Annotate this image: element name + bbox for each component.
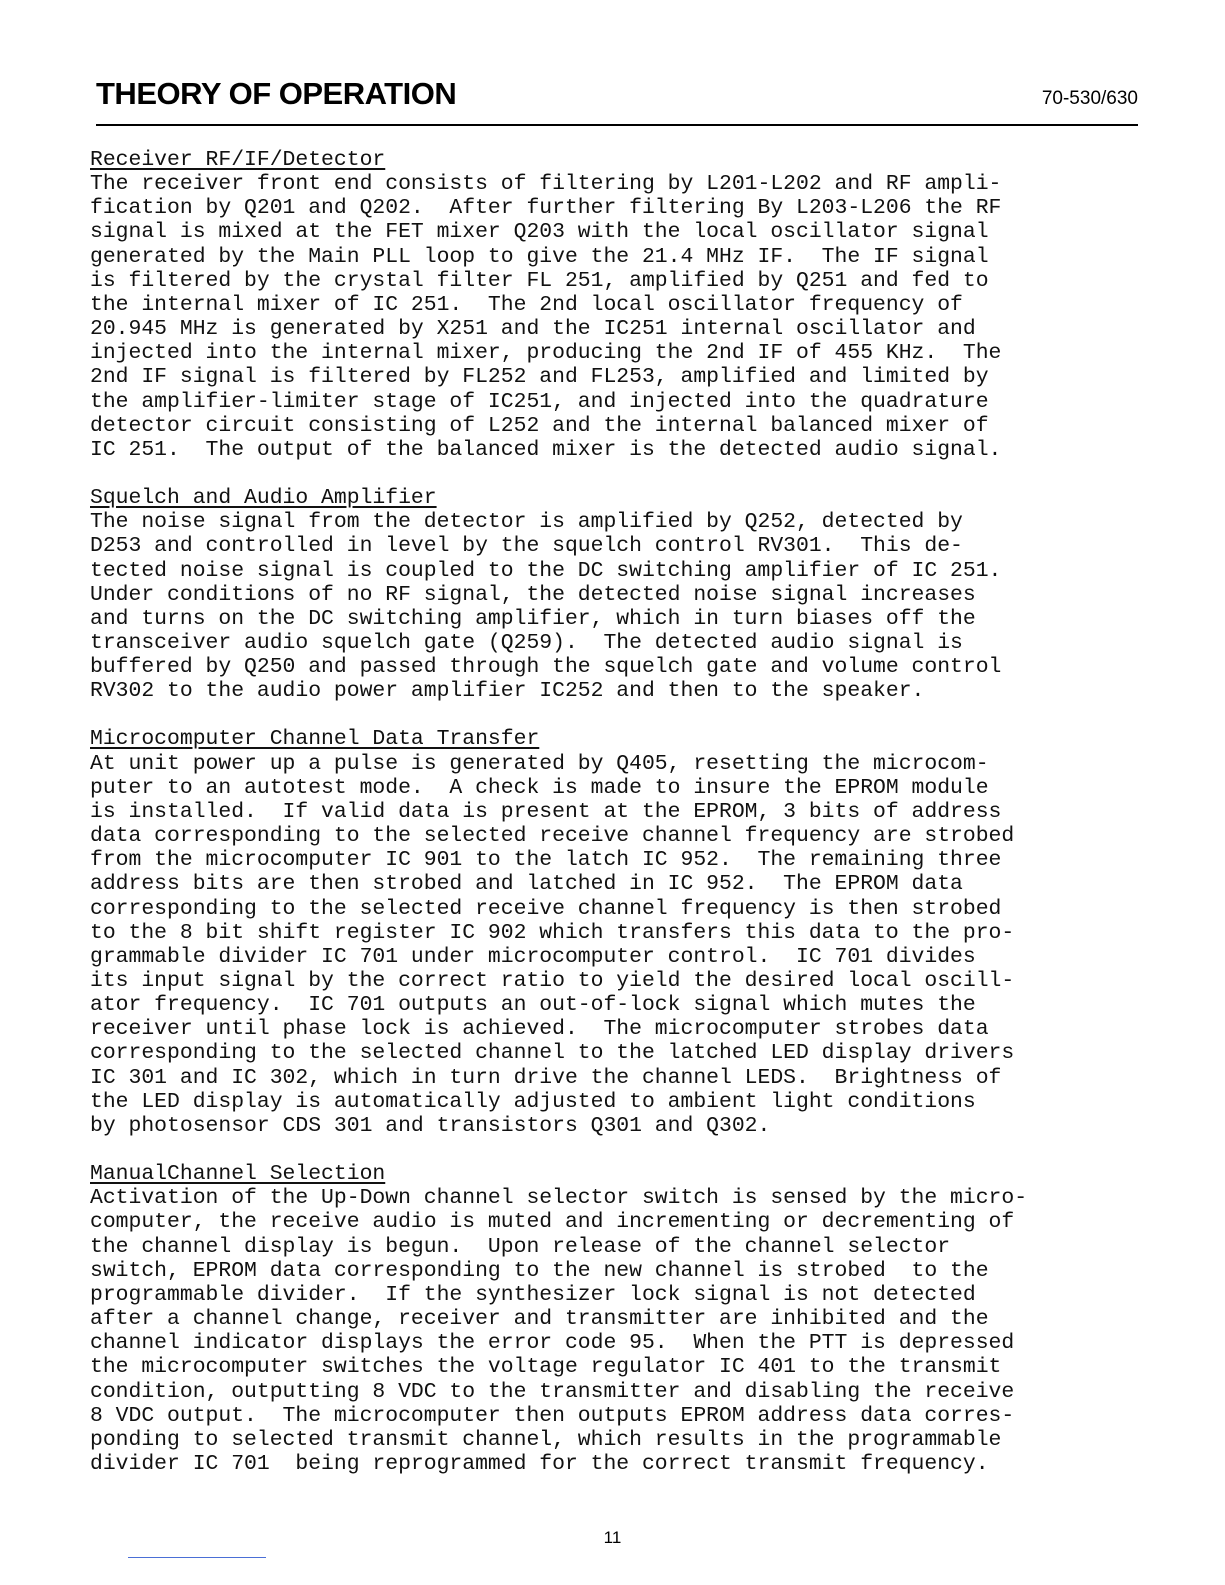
text-line: the microcomputer switches the voltage regulator IC 401 to the transmit [90, 1355, 1002, 1380]
page-number: 11 [603, 1528, 622, 1547]
section-heading: Receiver RF/IF/Detector [90, 148, 386, 172]
text-line: detector circuit consisting of L252 and the internal balanced mixer of [90, 413, 989, 438]
text-line: condition, outputting 8 VDC to the transmitter and disabling the receive [90, 1379, 1015, 1404]
section-receiver-rf-if-detector [90, 148, 1140, 462]
text-line: the amplifier-limiter stage of IC251, and injected into the quadrature [90, 389, 989, 414]
text-line: data corresponding to the selected receive channel frequency are strobed [90, 824, 1015, 849]
text-line: programmable divider. If the synthesizer lock signal is not detected [90, 1282, 976, 1307]
text-line: At unit power up a pulse is generated by Q405, resetting the microcom- [90, 751, 989, 776]
text-line: ator frequency. IC 701 outputs an out-of-lock signal which mutes the [90, 993, 976, 1018]
text-line: ponding to selected transmit channel, which results in the programmable [90, 1427, 1002, 1452]
text-line: grammable divider IC 701 under microcomputer control. IC 701 divides [90, 944, 976, 969]
text-line: after a channel change, receiver and transmitter are inhibited and the [90, 1307, 989, 1332]
text-line: RV302 to the audio power amplifier IC252 and then to the speaker. [90, 679, 925, 704]
section-heading: ManualChannel Selection [90, 1162, 386, 1187]
text-line: receiver until phase lock is achieved. The microcomputer strobes data [90, 1017, 989, 1042]
text-line: the LED display is automatically adjusted to ambient light conditions [90, 1089, 976, 1114]
text-line: address bits are then strobed and latched in IC 952. The EPROM data [90, 872, 963, 897]
document-code: 70-530/630 [1041, 88, 1138, 109]
section-heading: Microcomputer Channel Data Transfer [90, 727, 540, 752]
text-line: The noise signal from the detector is amplified by Q252, detected by [90, 510, 963, 535]
text-line: 2nd IF signal is filtered by FL252 and FL253, amplified and limited by [90, 365, 989, 390]
text-line: channel indicator displays the error code 95. When the PTT is depressed [90, 1331, 1015, 1356]
text-line: buffered by Q250 and passed through the squelch gate and volume control [90, 655, 1002, 680]
section-microcomputer-channel-data-transfer [90, 727, 1140, 1138]
text-line: Activation of the Up-Down channel selector switch is sensed by the micro- [90, 1186, 1028, 1211]
text-line: is installed. If valid data is present at the EPROM, 3 bits of address [90, 799, 1002, 824]
footer-rule [128, 1557, 266, 1558]
text-line: Under conditions of no RF signal, the detected noise signal increases [90, 582, 976, 607]
text-line: IC 251. The output of the balanced mixer is the detected audio signal. [90, 437, 1002, 462]
text-line: is filtered by the crystal filter FL 251, amplified by Q251 and fed to [90, 268, 989, 293]
text-line: injected into the internal mixer, producing the 2nd IF of 455 KHz. The [90, 341, 1002, 366]
text-line: its input signal by the correct ratio to yield the desired local oscill- [90, 969, 1015, 993]
text-line: 20.945 MHz is generated by X251 and the IC251 internal oscillator and [90, 317, 976, 342]
text-line: the internal mixer of IC 251. The 2nd local oscillator frequency of [90, 292, 963, 317]
text-line: corresponding to the selected channel to the latched LED display drivers [90, 1041, 1015, 1066]
text-line: by photosensor CDS 301 and transistors Q301 and Q302. [90, 1113, 771, 1138]
page-header [96, 74, 1138, 126]
text-line: IC 301 and IC 302, which in turn drive the channel LEDS. Brightness of [90, 1065, 1002, 1090]
text-line: the channel display is begun. Upon release of the channel selector [90, 1234, 951, 1259]
text-line: puter to an autotest mode. A check is made to insure the EPROM module [90, 775, 989, 800]
text-line: 8 VDC output. The microcomputer then outputs EPROM address data corres- [90, 1403, 1015, 1428]
text-line: The receiver front end consists of filtering by L201-L202 and RF ampli- [90, 172, 1002, 197]
text-line: D253 and controlled in level by the squelch control RV301. This de- [90, 534, 963, 559]
text-line: tected noise signal is coupled to the DC switching amplifier of IC 251. [90, 558, 1002, 583]
section-heading: Squelch and Audio Amplifier [90, 486, 437, 511]
text-line: computer, the receive audio is muted and incrementing or decrementing of [90, 1210, 1015, 1235]
text-line: transceiver audio squelch gate (Q259). The detected audio signal is [90, 630, 963, 655]
text-line: to the 8 bit shift register IC 902 which transfers this data to the pro- [90, 920, 1015, 945]
text-line: from the microcomputer IC 901 to the latch IC 952. The remaining three [90, 848, 1002, 873]
body-content [90, 148, 1140, 1500]
text-line: signal is mixed at the FET mixer Q203 with the local oscillator signal [90, 220, 989, 245]
text-line: divider IC 701 being reprogrammed for the correct transmit frequency. [90, 1451, 989, 1476]
section-squelch-audio-amplifier [90, 486, 1140, 703]
text-line: corresponding to the selected receive channel frequency is then strobed [90, 896, 1002, 921]
text-line: switch, EPROM data corresponding to the new channel is strobed to the [90, 1258, 989, 1283]
page-title: THEORY OF OPERATION [96, 76, 457, 111]
text-line: generated by the Main PLL loop to give the 21.4 MHz IF. The IF signal [90, 244, 989, 269]
text-line: fication by Q201 and Q202. After further filtering By L203-L206 the RF [90, 196, 1002, 221]
section-manual-channel-selection [90, 1162, 1140, 1476]
text-line: and turns on the DC switching amplifier, which in turn biases off the [90, 606, 976, 631]
